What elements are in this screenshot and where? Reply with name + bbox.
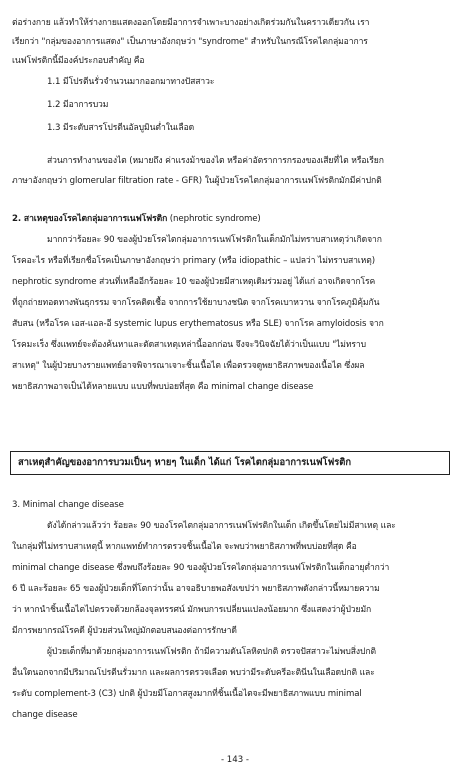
section-3-line-2: ในกลุ่มที่ไม่ทราบสาเหตุนี้ หากแพทย์ทำการตรวจชิ้นเนื้อไต จะพบว่าพยาธิสภาพที่พบบ่อยที่สุด คือ bbox=[12, 542, 357, 552]
intro-line-2: เรียกว่า "กลุ่มของอาการแสดง" เป็นภาษาอังกฤษว่า "syndrome" สำหรับในกรณีโรคไตกลุ่มอาการ bbox=[12, 37, 368, 47]
gfr-line-2: ภาษาอังกฤษว่า glomerular filtration rate - GFR) ในผู้ป่วยโรคไตกลุ่มอาการเนฟโฟรติกมักมีค่าปกติ bbox=[12, 176, 382, 186]
page-number: - 143 - bbox=[220, 755, 250, 765]
section-3-line-4: 6 ปี และร้อยละ 65 ของผู้ป่วยเด็กที่โตกว่านั้น อาจอธิบายพอสังเขปว่า พยาธิสภาพดังกล่าวนี้หมายความ bbox=[12, 584, 380, 594]
section-3-line-6: มีการพยากรณ์โรคดี ผู้ป่วยส่วนใหญ่มักตอบสนองต่อการรักษาดี bbox=[12, 626, 237, 636]
intro-line-1: ต่อร่างกาย แล้วทำให้ร่างกายแสดงออกโดยมีอาการจำเพาะบางอย่างเกิดร่วมกันในคราวเดียวกัน เรา bbox=[12, 18, 370, 28]
callout-box bbox=[10, 451, 450, 475]
section-3-line-1: ดังได้กล่าวแล้วว่า ร้อยละ 90 ของโรคไตกลุ่มอาการเนฟโฟรติกในเด็ก เกิดขึ้นโดยไม่มีสาเหตุ และ bbox=[47, 521, 396, 531]
component-item-3: 1.3 มีระดับสารโปรตีนอัลบูมินต่ำในเลือด bbox=[47, 123, 195, 133]
section-2-heading-bold: 2. สาเหตุของโรคไตกลุ่มอาการเนฟโฟรติก bbox=[12, 214, 168, 224]
section-2-heading-english: (nephrotic syndrome) bbox=[167, 214, 261, 224]
section-2-line-3: nephrotic syndrome ส่วนที่เหลืออีกร้อยละ 10 ของผู้ป่วยมีสาเหตุเดิมร่วมอยู่ ได้แก่ อาจเกิดจากโรค bbox=[12, 277, 376, 287]
section-2-line-8: พยาธิสภาพอาจเป็นได้หลายแบบ แบบที่พบบ่อยที่สุด คือ minimal change disease bbox=[12, 382, 314, 392]
gfr-line-1: ส่วนการทำงานของไต (หมายถึง ค่าแรงม้าของไต หรือค่าอัตราการกรองของเสียที่ไต หรือเรียก bbox=[47, 156, 384, 166]
section-3-para2-line-1: ผู้ป่วยเด็กที่มาด้วยกลุ่มอาการเนฟโฟรติก ถ้ามีความดันโลหิตปกติ ตรวจปัสสาวะไม่พบสิ่งปกติ bbox=[47, 647, 376, 657]
section-2-line-2: โรคอะไร หรือที่เรียกชื่อโรคเป็นภาษาอังกฤษว่า primary (หรือ idiopathic – แปลว่า ไม่ทราบสาเหตุ) bbox=[12, 256, 375, 266]
section-2-line-1: มากกว่าร้อยละ 90 ของผู้ป่วยโรคไตกลุ่มอาการเนฟโฟรติกในเด็กมักไม่ทราบสาเหตุว่าเกิดจาก bbox=[47, 235, 382, 245]
section-3-para2-line-4: change disease bbox=[12, 710, 78, 720]
section-2-line-6: โรคมะเร็ง ซึ่งแพทย์จะต้องค้นหาและตัดสาเหตุเหล่านี้ออกก่อน จึงจะวินิจฉัยได้ว่าเป็นแบบ "ไม่ทราบ bbox=[12, 340, 366, 350]
section-2-heading bbox=[12, 213, 261, 225]
component-item-1: 1.1 มีโปรตีนรั่วจำนวนมากออกมาทางปัสสาวะ bbox=[47, 77, 215, 87]
component-item-2: 1.2 มีอาการบวม bbox=[47, 100, 109, 110]
section-2-line-7: สาเหตุ" ในผู้ป่วยบางรายแพทย์อาจพิจารณาเจาะชิ้นเนื้อไต เพื่อตรวจดูพยาธิสภาพของเนื้อไต ซึ่งผล bbox=[12, 361, 365, 371]
section-3-para2-line-2: อื่นใดนอกจากมีปริมาณโปรตีนรั่วมาก และผลการตรวจเลือด พบว่ามีระดับครีอะตินีนในเลือดปกติ และ bbox=[12, 668, 375, 678]
section-2-line-4: ที่ถูกถ่ายทอดทางพันธุกรรม จากโรคติดเชื้อ จากการใช้ยาบางชนิด จากโรคเบาหวาน จากโรคภูมิคุ้มกัน bbox=[12, 298, 380, 308]
section-3-line-5: ว่า หากนำชิ้นเนื้อไตไปตรวจด้วยกล้องจุลทรรศน์ มักพบการเปลี่ยนแปลงน้อยมาก ซึ่งแสดงว่าผู้ป่วยมัก bbox=[12, 605, 372, 615]
section-2-line-5: สับสน (หรือโรค เอส-แอล-อี systemic lupus erythematosus หรือ SLE) จากโรค amyloidosis จาก bbox=[12, 319, 384, 329]
section-3-line-3: minimal change disease ซึ่งพบถึงร้อยละ 90 ของผู้ป่วยโรคไตกลุ่มอาการเนฟโฟรติกในเด็กอายุต่ำกว่า bbox=[12, 563, 390, 573]
section-3-heading: 3. Minimal change disease bbox=[12, 500, 124, 510]
callout-text: สาเหตุสำคัญของอาการบวมเป็นๆ หายๆ ในเด็ก ได้แก่ โรคไตกลุ่มอาการเนฟโฟรติก bbox=[18, 457, 352, 468]
section-3-para2-line-3: ระดับ complement-3 (C3) ปกติ ผู้ป่วยมีโอกาสสูงมากที่ชิ้นเนื้อไตจะมีพยาธิสภาพแบบ minimal bbox=[12, 689, 362, 699]
intro-line-3: เนฟโฟรติกนี้มีองค์ประกอบสำคัญ คือ bbox=[12, 56, 145, 66]
